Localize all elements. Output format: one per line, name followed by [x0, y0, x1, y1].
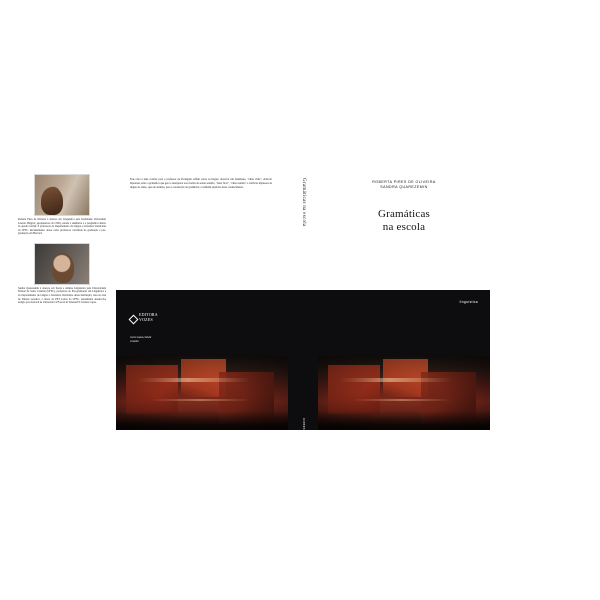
- spine-artwork: [288, 290, 318, 492]
- author-name-2: SANDRA QUAREZEMIN: [380, 185, 428, 190]
- spine-authors: ROBERTA PIRES DE OLIVEIRA SANDRA QUAREZEMIN: [302, 418, 306, 492]
- website-line2: vozesbr: [130, 340, 139, 344]
- cover-spread: [8, 170, 592, 492]
- author-photo-sandra: [34, 243, 90, 285]
- title-line-2: na escola: [382, 220, 426, 233]
- publisher-website: [130, 336, 152, 344]
- front-cover: [318, 170, 490, 430]
- book-spine: [288, 170, 318, 492]
- cover-painting-front: [318, 356, 490, 430]
- publisher-name-line2: VOZES: [139, 317, 153, 322]
- back-cover-blurb: Este obra é uma convite para o professor de Português refletir sobre su língua: observar um fenômeno, "olhar vinte", elaborar hipóteses sobre a gramática que gera e interpretar essa forma de sentar sentido, "fazer ficar", "olhar sentido" e verificar hipóteses da língua do aluno, que ele domina, para a construção da gramática; e também explícito deste conhecimento.: [130, 178, 272, 189]
- cover-painting-back: [116, 356, 288, 430]
- front-cover-title: [318, 208, 490, 234]
- cover-flap-authors: [8, 170, 116, 430]
- back-cover-artwork: [116, 290, 288, 430]
- author-bio-roberta: Roberta Pires de Oliveira é doutora em Linguística pela Katholieke Universiteit Leuven, Bélgica; pesquisadora do CNPq, estuda a semântica e a pragmática dentro do quadro formal. É professora do Departamento de Língua e Literatura Vernáculas da UFSC. Recentemente, atuou como professora convidada na graduação e pós-graduação em Harvard.: [18, 218, 106, 236]
- spine-title: Gramáticas na escola: [301, 178, 307, 227]
- back-cover: [116, 170, 288, 430]
- author-bio-sandra: Sandra Quarezemin é doutora em Teoria e Análise Linguística pela Universidade Federal de Santa Catarina (UFSC), professora do Pós-graduação em Linguística e do Departamento de Língua e Literatura Vernáculas dessa instituição; atua na área de Sintaxe Gerativa, é tutora do PET Letras da UFSC. Atualmente desenvolve estágio pós-doutoral na Università Ca'Foscari di Venezia/IT, bolsista Capes.: [18, 286, 106, 305]
- publisher-logo-back: [130, 312, 158, 323]
- front-cover-authors: [318, 180, 490, 191]
- website-line1: www.vozes.com.br: [130, 336, 152, 339]
- front-cover-artwork: [318, 290, 490, 430]
- collection-label: linguística: [459, 300, 478, 304]
- author-name-1: ROBERTA PIRES DE OLIVEIRA: [372, 180, 436, 184]
- title-line-1: Gramáticas: [377, 208, 431, 220]
- publisher-name-line1: EDITORA: [139, 312, 158, 317]
- author-photo-roberta: [34, 174, 90, 216]
- diamond-logo-icon: [129, 315, 139, 325]
